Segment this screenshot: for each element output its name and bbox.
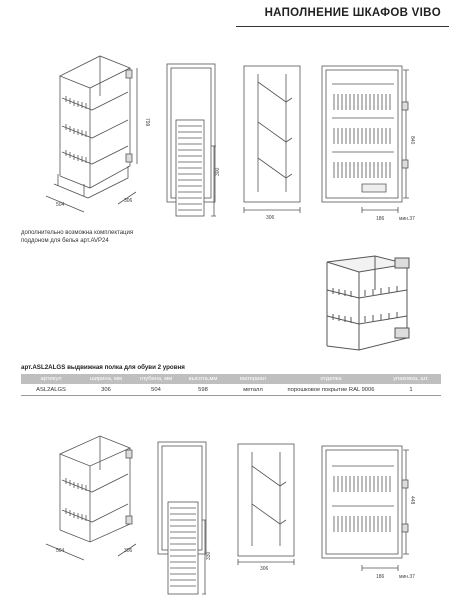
cell-height: 598 <box>181 384 225 396</box>
front-view-top <box>322 66 409 213</box>
table-row <box>21 384 441 396</box>
cell-finish: порошковое покрытие RAL 9006 <box>281 384 381 396</box>
col-article: артикул <box>21 374 81 384</box>
isometric-rack-bottom <box>46 436 136 560</box>
dim-side-gap: 186 <box>376 216 385 222</box>
col-finish: отделка <box>281 374 381 384</box>
cell-pack: 1 <box>381 384 441 396</box>
note <box>21 229 221 245</box>
note-line-1: дополнительно возможна комплектация <box>21 230 134 236</box>
dim-front-width: 306 <box>266 215 275 221</box>
dim-width-b: 306 <box>124 548 133 554</box>
page-header <box>0 0 455 30</box>
col-pack: упаковка, шт. <box>381 374 441 384</box>
note-line-2: поддоном для белья арт.AVP24 <box>21 238 109 244</box>
col-width: ширина, мм <box>81 374 131 384</box>
dim-inner-height: 840 <box>409 136 415 145</box>
spec-header-row <box>21 374 441 384</box>
col-material: материал <box>225 374 281 384</box>
dim-depth: 504 <box>56 202 65 208</box>
page-title: НАПОЛНЕНИЕ ШКАФОВ VIBO <box>264 7 441 19</box>
col-depth: глубина, мм <box>131 374 181 384</box>
cell-article: ASL2ALGS <box>21 384 81 396</box>
product-illustration <box>315 250 415 355</box>
bottom-drawings <box>0 420 455 600</box>
header-rule <box>236 26 449 27</box>
product-title: арт.ASL2ALGS выдвижная полка для обуви 2 уровня <box>21 364 185 371</box>
cell-width: 306 <box>81 384 131 396</box>
top-drawings <box>0 36 455 226</box>
dim-min-b: мин.37 <box>399 574 415 580</box>
dim-height: 799 <box>144 118 150 127</box>
dim-front-width-b: 306 <box>260 566 269 572</box>
dim-side-gap-b: 186 <box>376 574 385 580</box>
dim-lower: 300 <box>215 167 221 176</box>
dim-lower-b: 330 <box>206 551 212 560</box>
dim-width: 306 <box>124 198 133 204</box>
dim-inner-height-b: 448 <box>409 496 415 505</box>
cell-material: металл <box>225 384 281 396</box>
side-view-bottom <box>238 444 294 565</box>
cabinet-pullout-bottom <box>158 442 206 594</box>
spec-table <box>21 374 441 396</box>
col-height: высота,мм <box>181 374 225 384</box>
cabinet-pullout-top <box>167 64 216 216</box>
cell-depth: 504 <box>131 384 181 396</box>
dim-depth-b: 504 <box>56 548 65 554</box>
side-view-top <box>244 66 300 213</box>
isometric-rack-top <box>46 56 137 212</box>
front-view-bottom <box>322 446 409 571</box>
dim-min: мин.37 <box>399 216 415 222</box>
